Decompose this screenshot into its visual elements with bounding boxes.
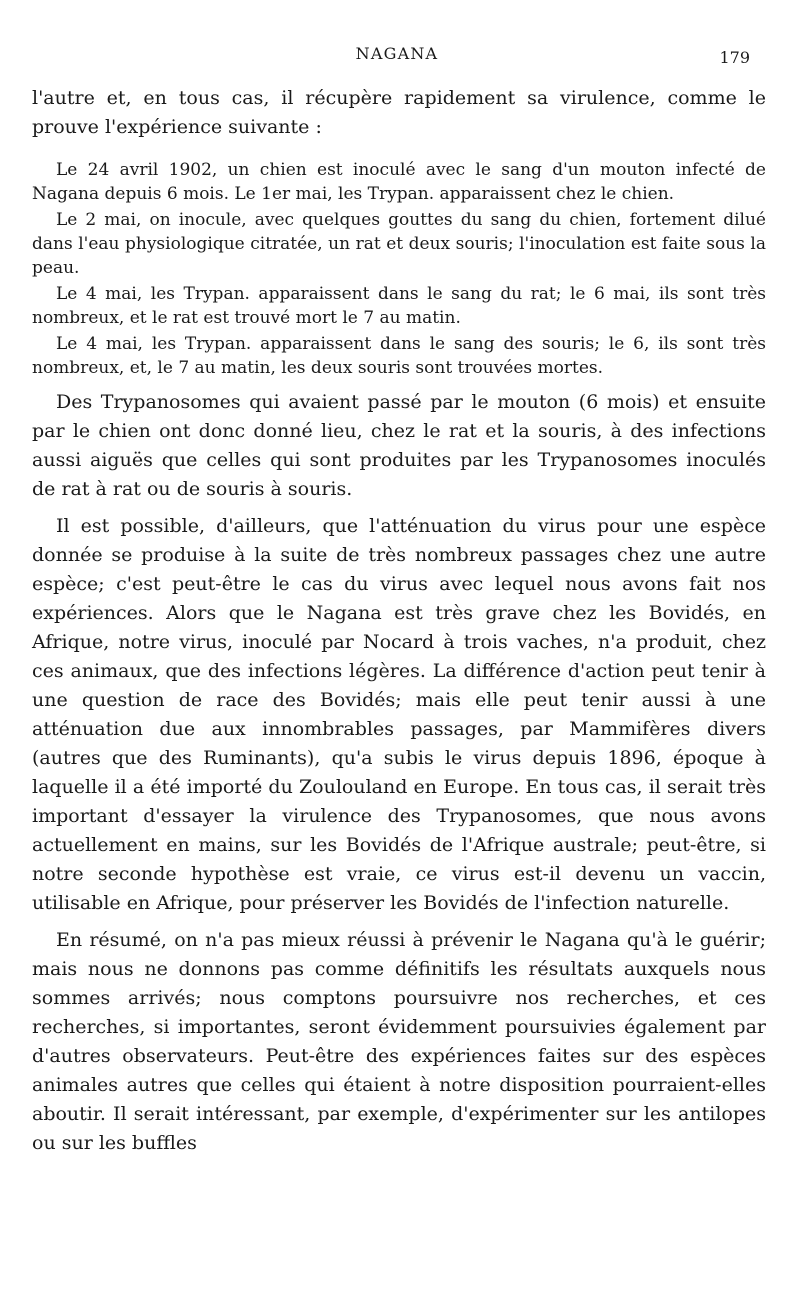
experiment-line: Le 24 avril 1902, un chien est inoculé avec le sang d'un mouton infecté de Nagana depuis 6 mois. Le 1er mai, les Trypan. apparaissent chez le chien. bbox=[32, 160, 766, 204]
summary-paragraph: En résumé, on n'a pas mieux réussi à prévenir le Nagana qu'à le guérir; mais nous ne donnons pas comme définitifs les résultats auxquels nous sommes arrivés; nous comptons poursuivre nos recherches, et ces recherches, si importantes, seront évidemment poursuivies également par d'autres observateurs. Peut-être des expériences faites sur des espèces animales autres que celles qui étaient à notre disposition pourraient-elles aboutir. Il serait intéressant, par exemple, d'expérimenter sur les antilopes ou sur les buffles bbox=[32, 929, 766, 1154]
experiment-line: Le 4 mai, les Trypan. apparaissent dans le sang du rat; le 6 mai, ils sont très nombreux, et le rat est trouvé mort le 7 au matin. bbox=[32, 284, 766, 328]
experiment-line: Le 4 mai, les Trypan. apparaissent dans le sang des souris; le 6, ils sont très nombreux, et, le 7 au matin, les deux souris sont trouvées mortes. bbox=[32, 334, 766, 378]
intro-paragraph: l'autre et, en tous cas, il récupère rapidement sa virulence, comme le prouve l'expérience suivante : bbox=[32, 87, 766, 138]
body-paragraph: Il est possible, d'ailleurs, que l'atténuation du virus pour une espèce donnée se produise à la suite de très nombreux passages chez une autre espèce; c'est peut-être le cas du virus avec lequel nous avons fait nos expériences. Alors que le Nagana est très grave chez les Bovidés, en Afrique, notre virus, inoculé par Nocard à trois vaches, n'a produit, chez ces animaux, que des infections légères. La différence d'action peut tenir à une question de race des Bovidés; mais elle peut tenir aussi à une atténuation due aux innombrables passages, par Mammifères divers (autres que des Ruminants), qu'a subis le virus depuis 1896, époque à laquelle il a été importé du Zoulouland en Europe. En tous cas, il serait très important d'essayer la virulence des Trypanosomes, que nous avons actuellement en mains, sur les Bovidés de l'Afrique australe; peut-être, si notre seconde hypothèse est vraie, ce virus est-il devenu un vaccin, utilisable en Afrique, pour préserver les Bovidés de l'infection naturelle. bbox=[32, 515, 766, 914]
running-title: NAGANA bbox=[355, 44, 439, 63]
page-body bbox=[32, 84, 766, 1166]
body-paragraph: Des Trypanosomes qui avaient passé par le mouton (6 mois) et ensuite par le chien ont donc donné lieu, chez le rat et la souris, à des infections aussi aiguës que celles qui sont produites par les Trypanosomes inoculés de rat à rat ou de souris à souris. bbox=[32, 391, 766, 500]
experiment-line: Le 2 mai, on inocule, avec quelques gouttes du sang du chien, fortement dilué dans l'eau physiologique citratée, un rat et deux souris; l'inoculation est faite sous la peau. bbox=[32, 210, 766, 278]
running-header bbox=[32, 0, 762, 67]
page-number: 179 bbox=[719, 48, 750, 67]
